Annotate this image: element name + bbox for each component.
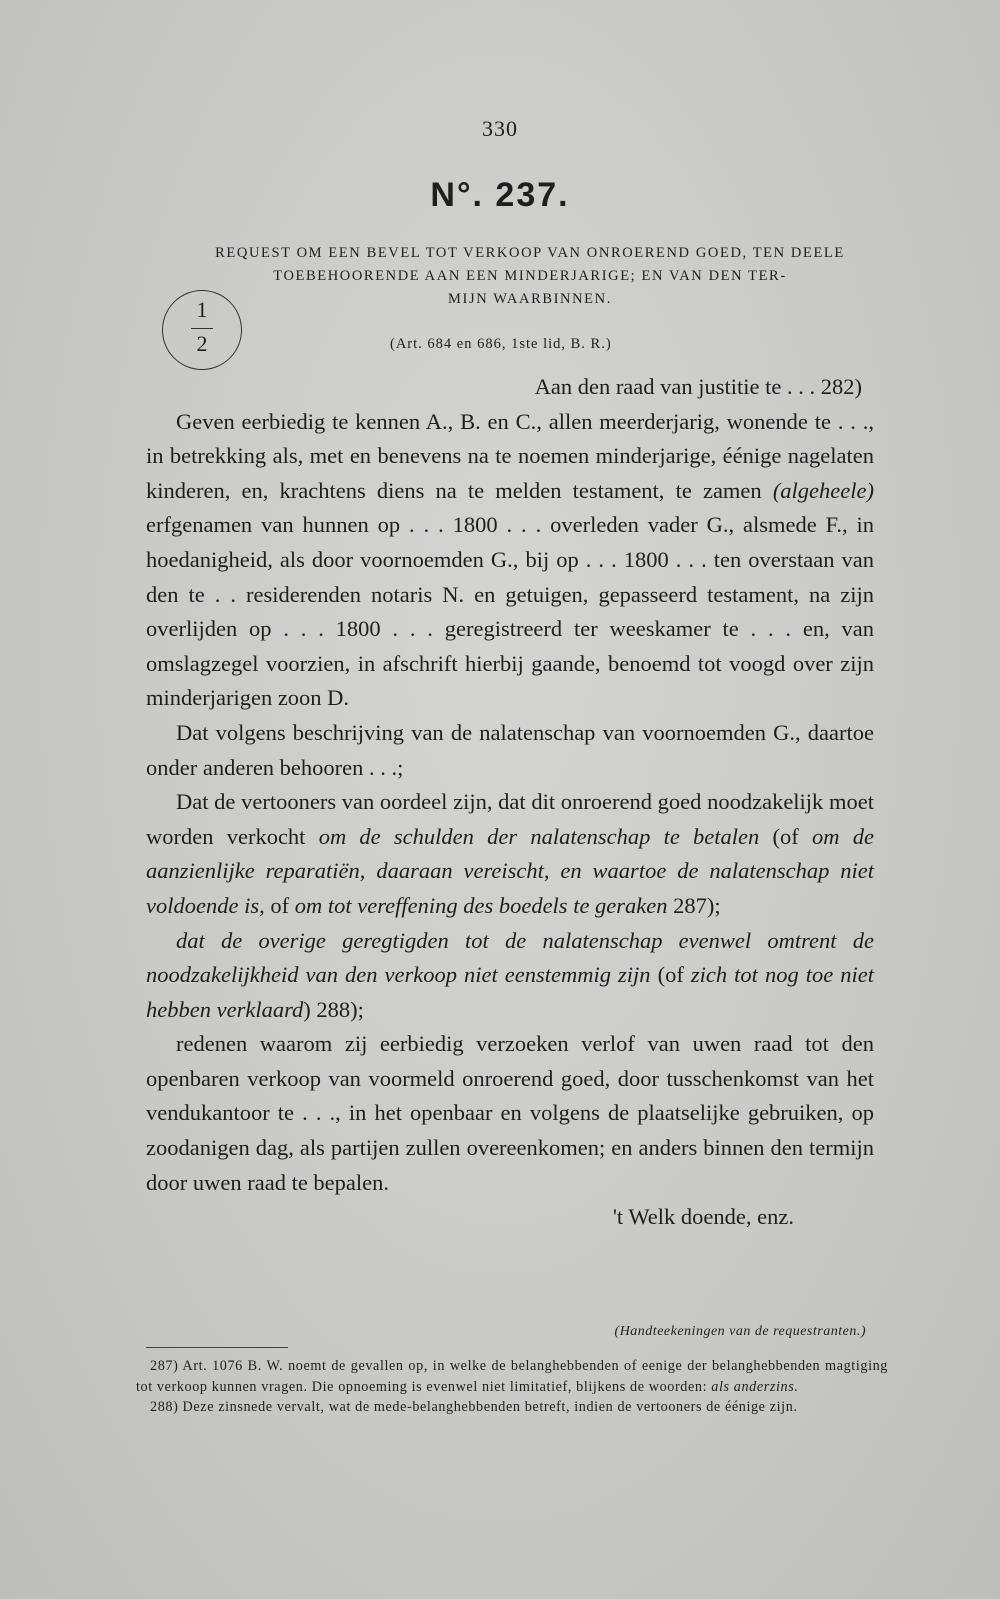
heading-line-1: REQUEST OM EEN BEVEL TOT VERKOOP VAN ONROEREND GOED, TEN DEELE bbox=[215, 245, 845, 261]
document-heading bbox=[150, 242, 910, 311]
footnote-287-text: 287) Art. 1076 B. W. noemt de gevallen op, in welke de belanghebbenden of eenige der belanghebbenden magtiging tot verkoop kunnen vragen. Die opnoeming is evenwel niet limitatief, blijkens de woorden: bbox=[136, 1358, 888, 1395]
paragraph-parties-italic: (algeheele) bbox=[772, 477, 874, 503]
consent-d: ) 288); bbox=[303, 996, 364, 1022]
footnote-288: 288) Deze zinsnede vervalt, wat de mede-belanghebbenden betreft, indien de vertooners de éénige zijn. bbox=[150, 1399, 798, 1415]
necessity-f: om tot vereffening des boedels te geraken bbox=[294, 892, 668, 918]
heading-line-2: TOEBEHOORENDE AAN EEN MINDERJARIGE; EN VAN DEN TER- bbox=[273, 268, 787, 284]
necessity-g: 287); bbox=[673, 892, 721, 918]
necessity-b: om de schulden der nalatenschap te betalen bbox=[318, 823, 760, 849]
necessity-a: Dat de vertooners van oordeel zijn, dat dit onroerend goed noodzakelijk moet worden verkocht bbox=[146, 789, 874, 849]
paragraph-request: redenen waarom zij eerbiedig verzoeken verlof van uwen raad tot den openbaren verkoop van voormeld onroerend goed, door tusschenkomst van het vendukantoor te . . ., in het openbaar en volgens de plaatselijke gebruiken, op zoodanigen dag, als partijen zullen overeenkomen; en anders binnen den termijn door uwen raad te bepalen. bbox=[146, 1031, 874, 1195]
paragraph-parties bbox=[146, 405, 874, 716]
paragraph-parties-rest: erfgenamen van hunnen op . . . 1800 . . . overleden vader G., alsmede F., in hoedanigheid, als door voornoemden G., bij op . . . 1800 . . . ten overstaan van den te . . residerenden notaris N. en getuigen, gepasseerd testament, na zijn overlijden op . . . 1800 . . . geregistreerd ter weeskamer te . . . en, van omslagzegel voorzien, in afschrift hierbij gaande, benoemd tot voogd over zijn minderjarigen zoon D. bbox=[146, 512, 874, 711]
page-number: 330 bbox=[482, 116, 518, 141]
footnote-287 bbox=[136, 1356, 888, 1397]
stamp-fraction-bar bbox=[191, 328, 213, 329]
stamp-denominator: 2 bbox=[196, 331, 208, 356]
closing-line: 't Welk doende, enz. bbox=[612, 1204, 794, 1230]
paragraph-estate: Dat volgens beschrijving van de nalatenschap van voornoemden G., daartoe onder anderen behooren . . .; bbox=[146, 719, 874, 780]
stamp-numerator: 1 bbox=[196, 297, 208, 322]
document-number: N°. 237. bbox=[430, 176, 570, 214]
footnotes bbox=[136, 1356, 888, 1418]
paragraph-necessity bbox=[146, 785, 874, 923]
request-body bbox=[146, 370, 874, 1235]
necessity-d: om de aanzienlijke reparatiën, daaraan vereischt, en waartoe de nalatenschap niet voldoende is, bbox=[146, 823, 875, 918]
necessity-e: of bbox=[270, 892, 290, 918]
necessity-c: (of bbox=[772, 823, 799, 849]
signatures-line: (Handteekeningen van de requestranten.) bbox=[614, 1324, 866, 1339]
article-reference: (Art. 684 en 686, 1ste lid, B. R.) bbox=[390, 336, 612, 352]
fraction-stamp bbox=[162, 290, 242, 370]
paragraph-consent bbox=[146, 924, 874, 1028]
paragraph-parties-text: Geven eerbiedig te kennen A., B. en C., allen meerderjarig, wonende te . . ., in betrekking als, met en benevens na te noemen minderjarige, éénige nagelaten kinderen, en, krachtens diens na te melden testament, te zamen bbox=[146, 408, 874, 503]
address-line: Aan den raad van justitie te . . . 282) bbox=[534, 374, 862, 399]
consent-b: (of bbox=[657, 962, 684, 988]
consent-c: zich tot nog toe niet hebben verklaard bbox=[146, 962, 875, 1022]
consent-a: dat de overige geregtigden tot de nalatenschap evenwel omtrent de noodzakelijkheid van den verkoop niet eenstemmig zijn bbox=[146, 927, 874, 988]
footnote-287-italic: als anderzins. bbox=[711, 1378, 799, 1395]
heading-line-3: MIJN WAARBINNEN. bbox=[448, 291, 612, 307]
footnote-rule bbox=[146, 1347, 288, 1348]
